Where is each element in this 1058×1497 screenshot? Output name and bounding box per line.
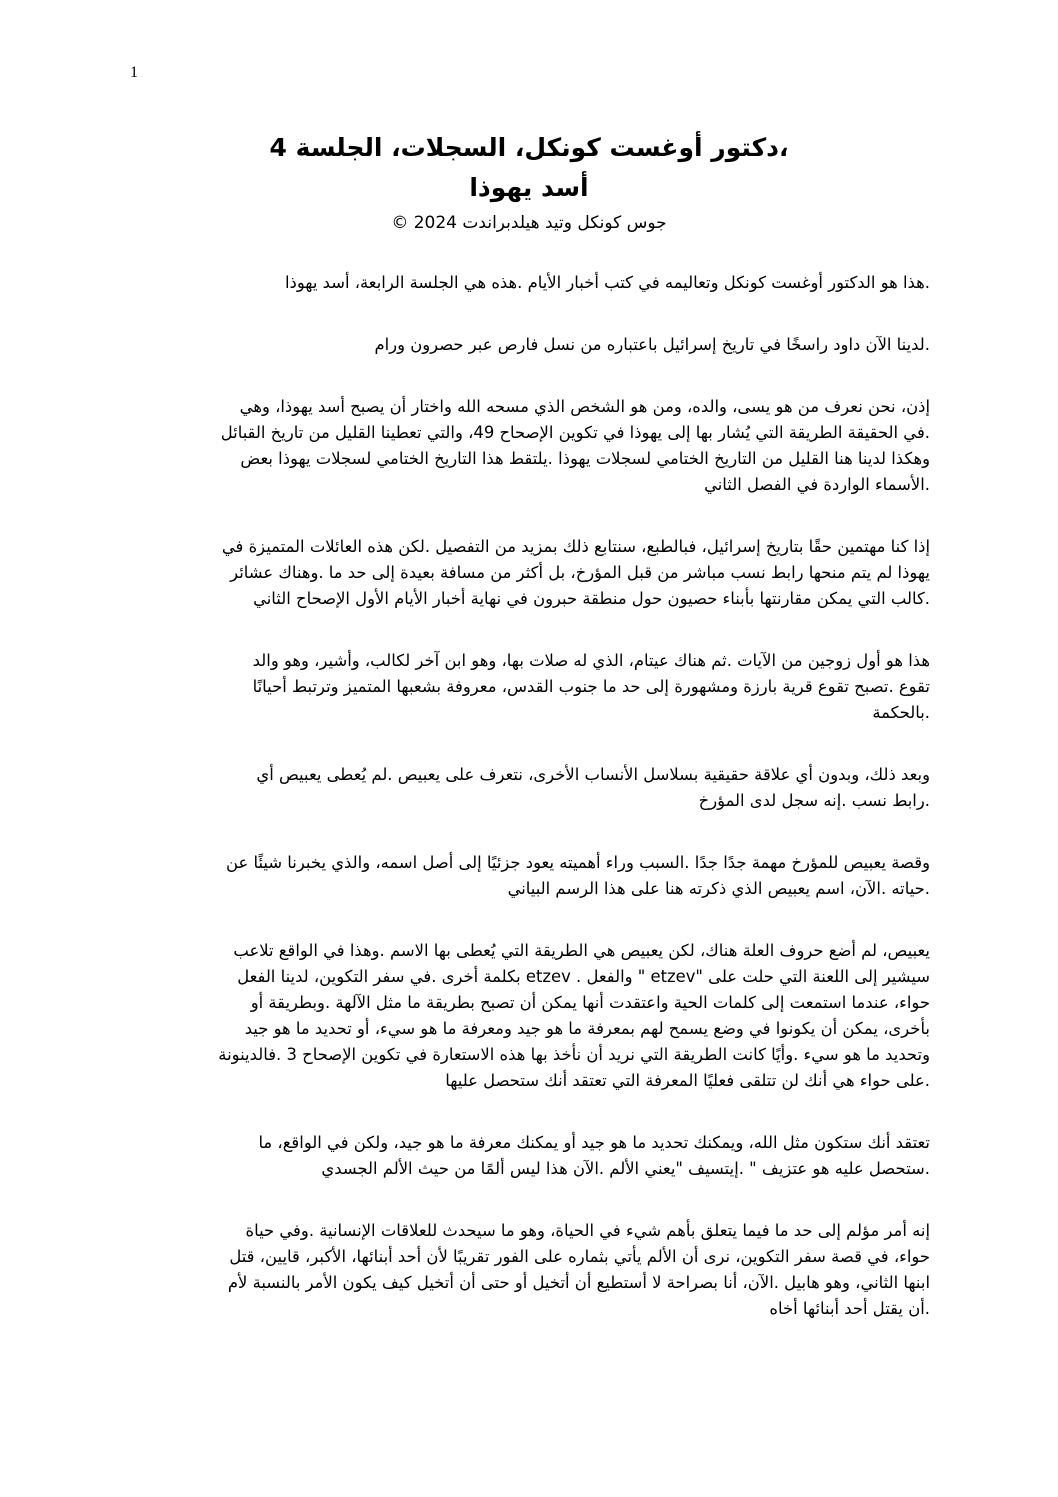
paragraph-line: إذن، نحن نعرف من هو يسى، والده، ومن هو الشخص الذي مسحه الله واختار أن يصبح أسد يهوذا، وهي xyxy=(239,397,930,416)
paragraph-line: وبعد ذلك، وبدون أي علاقة حقيقية بسلاسل الأنساب الأخرى، نتعرف على يعبيص .لم يُعطى يعبيص أي xyxy=(256,765,930,784)
paragraph-line: هذا هو أول زوجين من الآيات .ثم هناك عيتام، الذي له صلات بها، وهو ابن آخر لكالب، وأشير، وهو والد xyxy=(252,651,930,670)
paragraph-line: وتحديد ما هو سيء .وأيًا كانت الطريقة التي نريد أن نأخذ بها هذه الاستعارة في تكوين الإصحاح 3 .فالدينونة xyxy=(218,1045,930,1064)
paragraph-line: إنه أمر مؤلم إلى حد ما فيما يتعلق بأهم شيء في الحياة، وهو ما سيحدث للعلاقات الإنسانية .وفي حياة xyxy=(245,1221,930,1240)
paragraph-line: وهكذا لدينا هنا القليل من التاريخ الختامي لسجلات يهوذا .يلتقط هذا التاريخ الختامي لسجلات يهوذا بعض xyxy=(240,449,930,468)
paragraph-line: وقصة يعبيص للمؤرخ مهمة جدًا جدًا .السبب وراء أهميته يعود جزئيًا إلى أصل اسمه، والذي يخبرنا شيئًا عن xyxy=(226,853,930,872)
paragraph xyxy=(130,332,930,358)
paragraph-line: بأخرى، يمكن أن يكونوا في وضع يسمح لهم بمعرفة ما هو جيد ومعرفة ما هو سيء، أو تحديد ما هو جيد xyxy=(244,1019,930,1038)
paragraph-line: يهوذا لم يتم منحها رابط نسب مباشر من قبل المؤرخ، بل أكثر من مسافة بعيدة إلى حد ما .وهناك عشائر xyxy=(230,563,930,582)
paragraph-line: حواء، عندما استمعت إلى كلمات الحية واعتقدت أنها يمكن أن تصبح بطريقة ما مثل الآلهة .وبطريقة أو xyxy=(250,993,930,1012)
paragraph-line: .على حواء هي أنك لن تتلقى فعليًا المعرفة التي تعتقد أنك ستحصل عليها xyxy=(445,1071,930,1090)
paragraph-line: ابنها الثاني، وهو هابيل .الآن، أنا بصراحة لا أستطيع أن أتخيل أو حتى أن أتخيل كيف يكون الأمر بالنسبة لأم xyxy=(227,1273,930,1292)
paragraph xyxy=(130,850,930,902)
paragraph xyxy=(130,1130,930,1182)
paragraph-line: .لدينا الآن داود راسخًا في تاريخ إسرائيل باعتباره من نسل فارص عبر حصرون ورام xyxy=(374,335,930,354)
paragraph-line: .رابط نسب .إنه سجل لدى المؤرخ xyxy=(698,791,930,810)
paragraph-line: .حياته .الآن، اسم يعبيص الذي ذكرته هنا على هذا الرسم البياني xyxy=(507,879,930,898)
document-body xyxy=(130,270,930,1358)
title-block xyxy=(0,128,1058,236)
paragraph xyxy=(130,1218,930,1322)
paragraph-line: .بالحكمة xyxy=(872,703,930,722)
paragraph xyxy=(130,534,930,612)
document-title: ،دكتور أوغست كونكل، السجلات، الجلسة 4 xyxy=(269,133,789,162)
paragraph xyxy=(130,270,930,296)
paragraph-line: إذا كنا مهتمين حقًا بتاريخ إسرائيل، فبالطبع، سنتابع ذلك بمزيد من التفصيل .لكن هذه العائلات المتميزة في xyxy=(221,537,930,556)
document-subtitle: أسد يهوذا xyxy=(469,173,589,202)
paragraph-line: يعبيص، لم أضع حروف العلة هناك، لكن يعبيص هي الطريقة التي يُعطى بها الاسم .وهذا في الواقع تلاعب xyxy=(233,941,930,960)
paragraph-line: تقوع .تصبح تقوع قرية بارزة ومشهورة إلى حد ما جنوب القدس، معروفة بشعبها المتميز وترتبط أحيانًا xyxy=(252,677,930,696)
paragraph-line: .ستحصل عليه هو عتزيف " .إيتسيف "يعني الألم .الآن هذا ليس ألمًا من حيث الألم الجسدي xyxy=(321,1159,930,1178)
paragraph xyxy=(130,648,930,726)
paragraph-line: .كالب التي يمكن مقارنتها بأبناء حصيون حول منطقة حبرون في نهاية أخبار الأيام الأول الإصحاح الثاني xyxy=(253,589,930,608)
paragraph-line: .في الحقيقة الطريقة التي يُشار بها إلى يهوذا في تكوين الإصحاح 49، والتي تعطينا القليل من تاريخ القبائل xyxy=(220,423,930,442)
paragraph-line: .هذا هو الدكتور أوغست كونكل وتعاليمه في كتب أخبار الأيام .هذه هي الجلسة الرابعة، أسد يهوذا xyxy=(284,273,930,292)
paragraph-line: حواء، في قصة سفر التكوين، نرى أن الألم يأتي بثماره على الفور تقريبًا لأن أحد أبنائها، الأكبر، قايين، قتل xyxy=(229,1247,930,1266)
page-number: 1 xyxy=(130,64,138,81)
paragraph-line: سيشير إلى اللعنة التي حلت على "etzev " والفعل . etzev بكلمة أخرى .في سفر التكوين، لدينا الفعل xyxy=(237,967,930,986)
paragraph xyxy=(130,938,930,1094)
paragraph-line: .الأسماء الواردة في الفصل الثاني xyxy=(704,475,930,494)
paragraph xyxy=(130,762,930,814)
paragraph-line: .أن يقتل أحد أبنائها أخاه xyxy=(769,1299,930,1318)
paragraph xyxy=(130,394,930,498)
paragraph-line: تعتقد أنك ستكون مثل الله، ويمكنك تحديد ما هو جيد أو يمكنك معرفة ما هو جيد، ولكن في الواقع، ما xyxy=(258,1133,930,1152)
copyright-notice: جوس كونكل وتيد هيلدبراندت 2024 © xyxy=(391,213,667,233)
